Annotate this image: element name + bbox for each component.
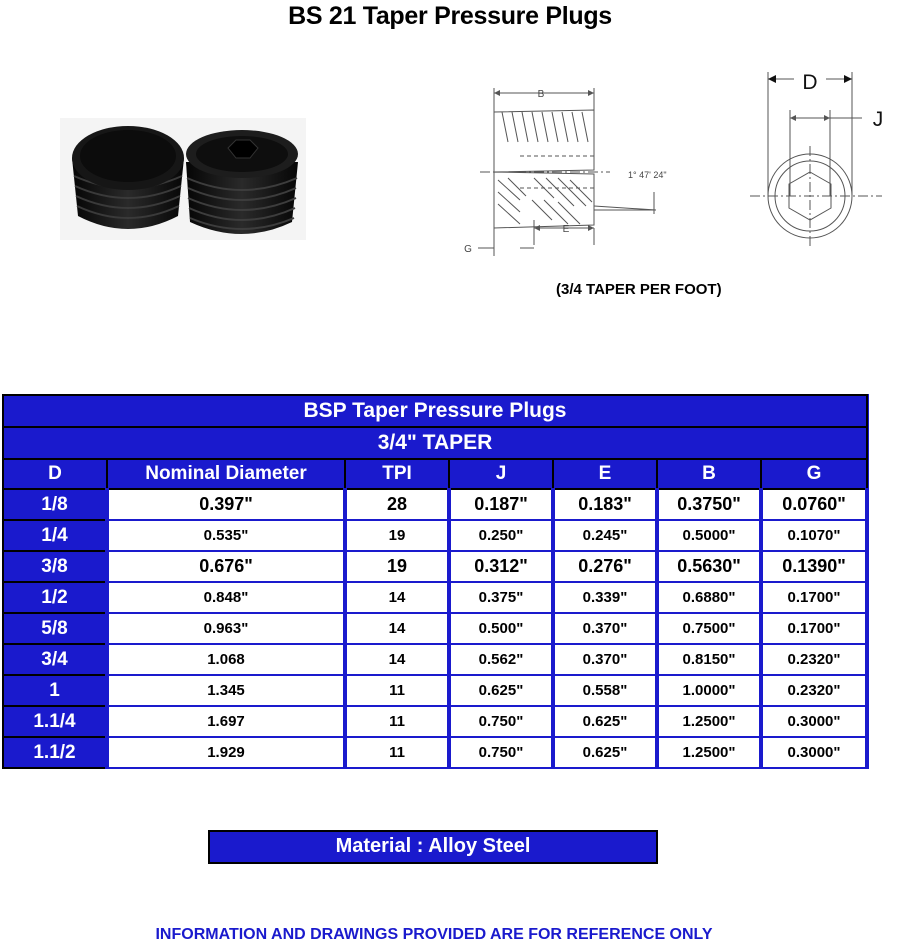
value-cell: 14 xyxy=(345,582,449,613)
size-cell: 1.1/4 xyxy=(3,706,107,737)
disclaimer: INFORMATION AND DRAWINGS PROVIDED ARE FOR REFERENCE ONLY xyxy=(155,926,713,943)
table-header-cell: B xyxy=(657,459,761,489)
page-title: BS 21 Taper Pressure Plugs xyxy=(288,2,612,30)
value-cell: 11 xyxy=(345,706,449,737)
value-cell: 0.7500" xyxy=(657,613,761,644)
value-cell: 0.848" xyxy=(107,582,345,613)
value-cell: 1.0000" xyxy=(657,675,761,706)
value-cell: 0.370" xyxy=(553,644,657,675)
value-cell: 0.339" xyxy=(553,582,657,613)
value-cell: 0.0760" xyxy=(761,489,867,520)
value-cell: 0.3000" xyxy=(761,706,867,737)
value-cell: 0.2320" xyxy=(761,675,867,706)
value-cell: 11 xyxy=(345,737,449,768)
value-cell: 0.245" xyxy=(553,520,657,551)
value-cell: 0.1700" xyxy=(761,613,867,644)
table-header-cell: D xyxy=(3,459,107,489)
value-cell: 0.963" xyxy=(107,613,345,644)
drawing-label-j: J xyxy=(872,108,884,131)
table-header-cell: J xyxy=(449,459,553,489)
value-cell: 0.183" xyxy=(553,489,657,520)
value-cell: 0.2320" xyxy=(761,644,867,675)
taper-note: (3/4 TAPER PER FOOT) xyxy=(556,281,722,298)
value-cell: 1.2500" xyxy=(657,737,761,768)
value-cell: 0.562" xyxy=(449,644,553,675)
value-cell: 0.535" xyxy=(107,520,345,551)
value-cell: 0.1390" xyxy=(761,551,867,582)
drawing-angle: 1° 47' 24" xyxy=(628,170,667,180)
value-cell: 0.625" xyxy=(553,737,657,768)
technical-drawing xyxy=(450,60,890,280)
value-cell: 28 xyxy=(345,489,449,520)
value-cell: 0.500" xyxy=(449,613,553,644)
value-cell: 1.929 xyxy=(107,737,345,768)
value-cell: 0.8150" xyxy=(657,644,761,675)
size-cell: 1.1/2 xyxy=(3,737,107,768)
table-row xyxy=(3,644,867,675)
value-cell: 19 xyxy=(345,520,449,551)
table-header-cell: E xyxy=(553,459,657,489)
value-cell: 0.625" xyxy=(553,706,657,737)
drawing-label-d: D xyxy=(802,71,818,94)
value-cell: 0.625" xyxy=(449,675,553,706)
table-header-cell: Nominal Diameter xyxy=(107,459,345,489)
value-cell: 0.3750" xyxy=(657,489,761,520)
table-row xyxy=(3,675,867,706)
size-cell: 5/8 xyxy=(3,613,107,644)
table-row xyxy=(3,737,867,768)
value-cell: 0.1070" xyxy=(761,520,867,551)
size-cell: 1/8 xyxy=(3,489,107,520)
value-cell: 19 xyxy=(345,551,449,582)
value-cell: 0.276" xyxy=(553,551,657,582)
table-header-cell: G xyxy=(761,459,867,489)
drawing-label-e: E xyxy=(562,224,570,235)
value-cell: 0.375" xyxy=(449,582,553,613)
value-cell: 14 xyxy=(345,613,449,644)
size-cell: 1/2 xyxy=(3,582,107,613)
value-cell: 0.1700" xyxy=(761,582,867,613)
table-header-row xyxy=(3,459,867,489)
size-cell: 1/4 xyxy=(3,520,107,551)
drawing-label-b: B xyxy=(537,89,545,100)
table-row xyxy=(3,582,867,613)
value-cell: 0.5000" xyxy=(657,520,761,551)
table-subtitle: 3/4" TAPER xyxy=(3,427,867,459)
value-cell: 0.312" xyxy=(449,551,553,582)
table-row xyxy=(3,706,867,737)
value-cell: 1.697 xyxy=(107,706,345,737)
table-row xyxy=(3,489,867,520)
value-cell: 0.750" xyxy=(449,706,553,737)
spec-table xyxy=(2,394,869,769)
table-row xyxy=(3,551,867,582)
size-cell: 1 xyxy=(3,675,107,706)
size-cell: 3/8 xyxy=(3,551,107,582)
value-cell: 0.3000" xyxy=(761,737,867,768)
table-row xyxy=(3,613,867,644)
value-cell: 0.558" xyxy=(553,675,657,706)
size-cell: 3/4 xyxy=(3,644,107,675)
value-cell: 0.6880" xyxy=(657,582,761,613)
product-photo xyxy=(60,118,306,240)
table-row xyxy=(3,520,867,551)
value-cell: 0.397" xyxy=(107,489,345,520)
value-cell: 0.187" xyxy=(449,489,553,520)
value-cell: 0.250" xyxy=(449,520,553,551)
value-cell: 0.5630" xyxy=(657,551,761,582)
value-cell: 1.2500" xyxy=(657,706,761,737)
value-cell: 1.345 xyxy=(107,675,345,706)
value-cell: 14 xyxy=(345,644,449,675)
value-cell: 0.750" xyxy=(449,737,553,768)
drawing-label-g: G xyxy=(464,244,472,255)
table-title: BSP Taper Pressure Plugs xyxy=(3,395,867,427)
value-cell: 11 xyxy=(345,675,449,706)
table-header-cell: TPI xyxy=(345,459,449,489)
value-cell: 1.068 xyxy=(107,644,345,675)
table-body xyxy=(3,489,867,768)
value-cell: 0.370" xyxy=(553,613,657,644)
value-cell: 0.676" xyxy=(107,551,345,582)
material-label: Material : Alloy Steel xyxy=(208,830,658,864)
